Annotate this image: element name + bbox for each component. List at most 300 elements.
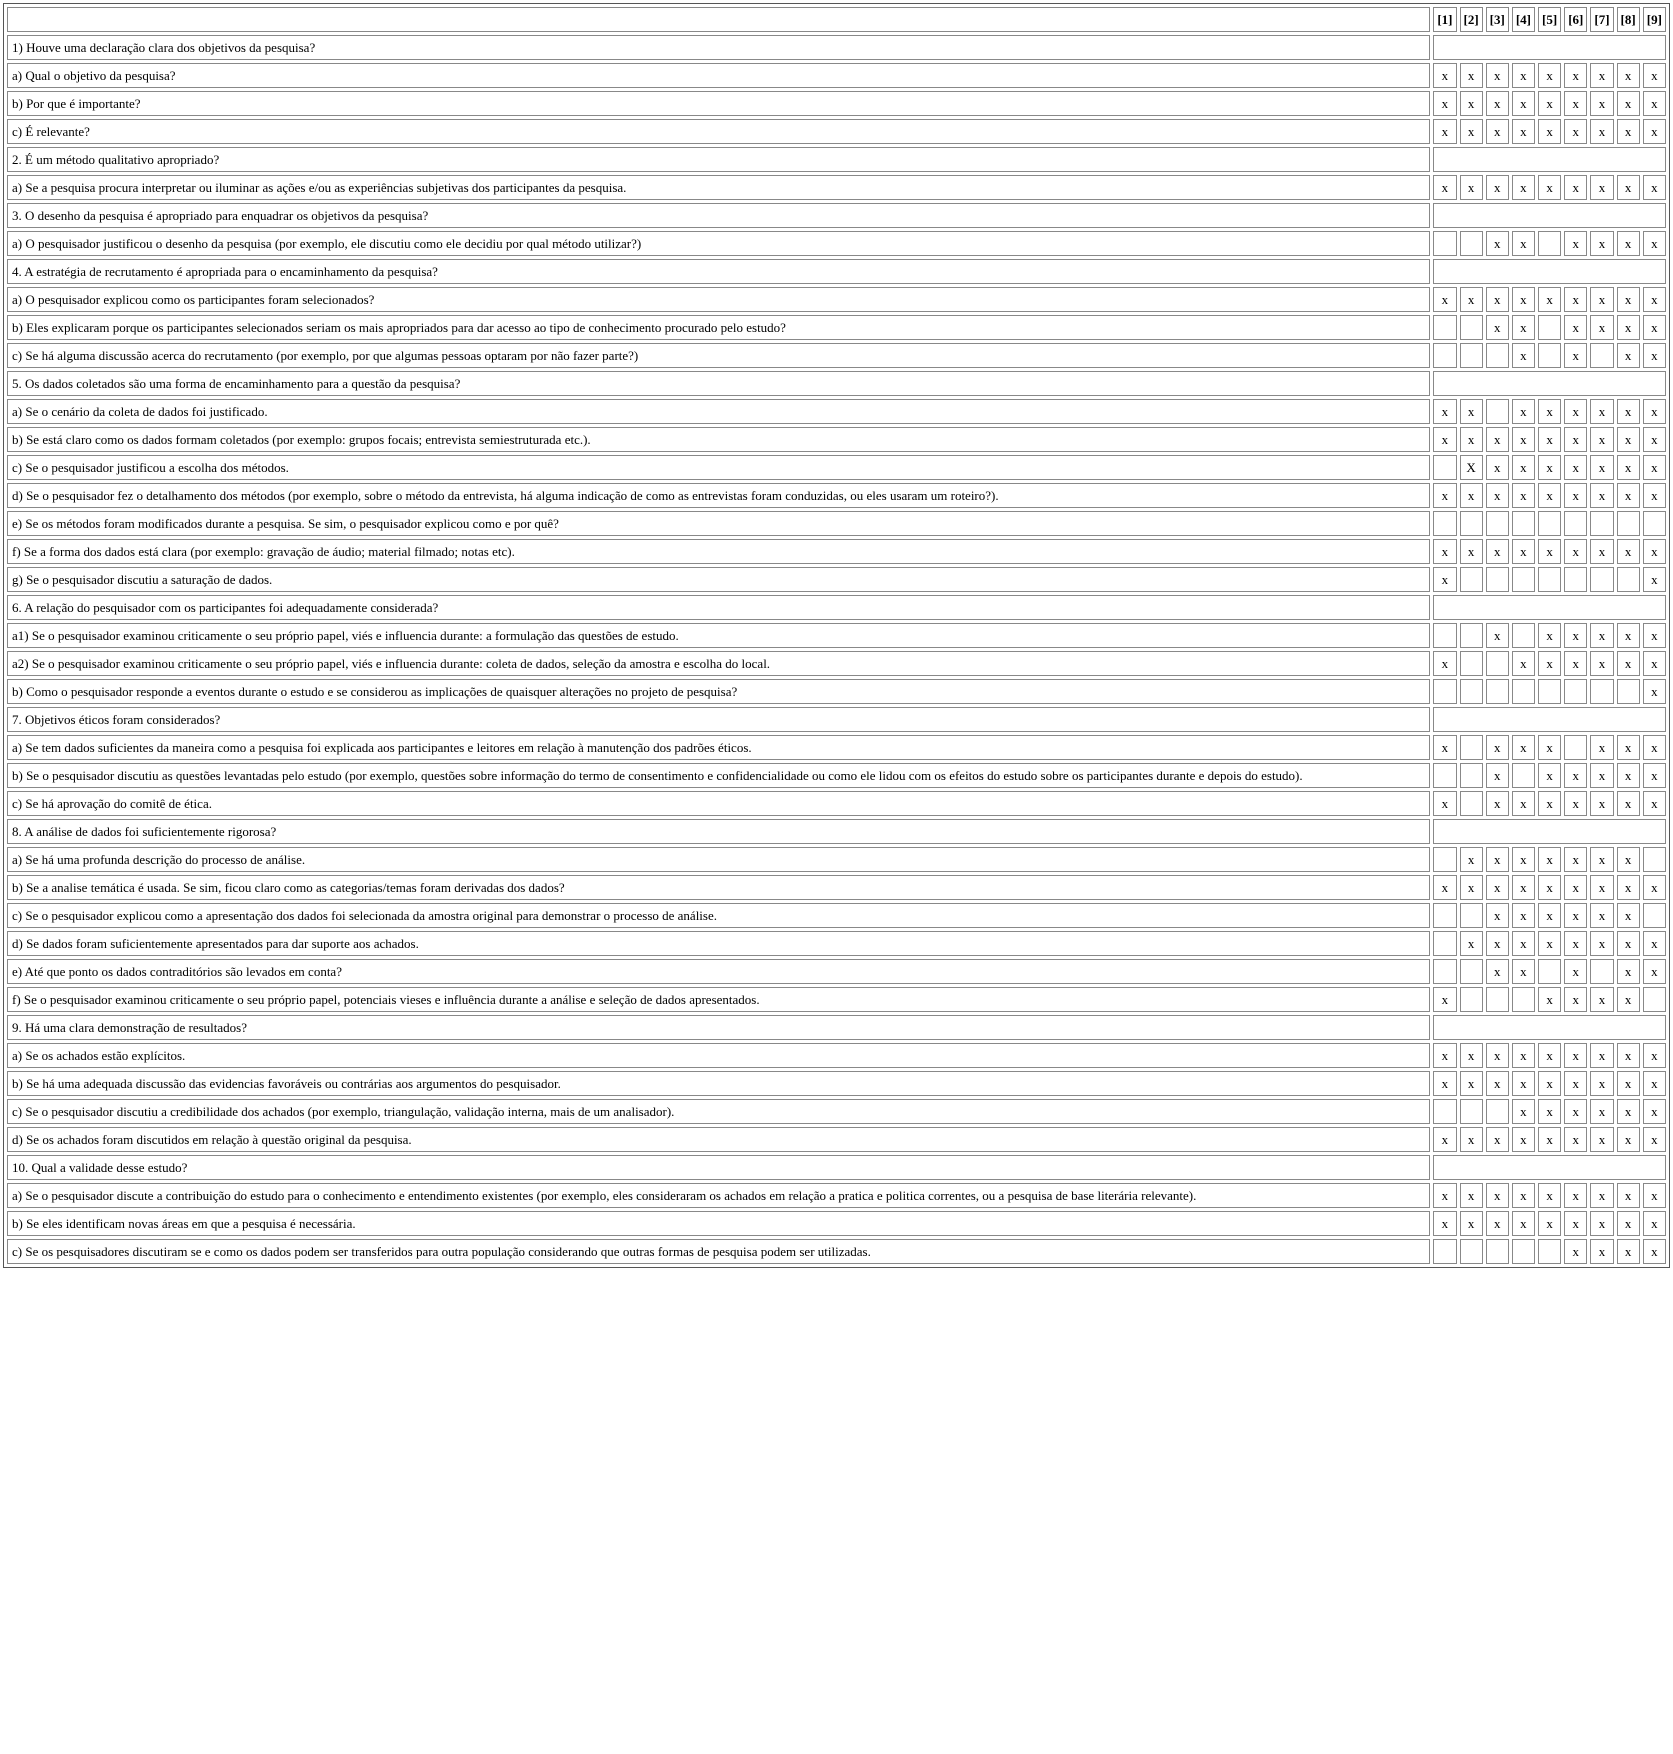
- mark-cell: x: [1460, 91, 1483, 116]
- header-study-9: [9]: [1643, 7, 1666, 32]
- table-row: [7, 455, 1666, 480]
- table-row: [7, 315, 1666, 340]
- mark-cell: x: [1486, 959, 1509, 984]
- mark-cell: x: [1538, 483, 1561, 508]
- mark-cell: x: [1564, 231, 1587, 256]
- mark-cell: x: [1564, 63, 1587, 88]
- mark-cell: x: [1590, 735, 1613, 760]
- mark-cell: x: [1590, 1043, 1613, 1068]
- mark-cell: x: [1564, 483, 1587, 508]
- mark-cell: x: [1433, 1071, 1456, 1096]
- criterion-text: a) Se o pesquisador discute a contribuição do estudo para o conhecimento e entendimento existentes (por exemplo, eles consideraram os achados em relação a pratica e politica correntes, ou a pesquisa de base literária relevante).: [7, 1183, 1430, 1208]
- mark-cell: x: [1486, 903, 1509, 928]
- mark-cell: x: [1538, 903, 1561, 928]
- mark-cell: x: [1538, 1071, 1561, 1096]
- section-row: [7, 819, 1666, 844]
- mark-cell: [1460, 651, 1483, 676]
- criterion-text: b) Eles explicaram porque os participantes selecionados seriam os mais apropriados para dar acesso ao tipo de conhecimento procurado pelo estudo?: [7, 315, 1430, 340]
- mark-cell: x: [1643, 231, 1666, 256]
- mark-cell: x: [1512, 427, 1535, 452]
- mark-cell: x: [1617, 1239, 1640, 1264]
- mark-cell: x: [1486, 791, 1509, 816]
- mark-cell: [1460, 679, 1483, 704]
- mark-cell: x: [1460, 1211, 1483, 1236]
- mark-cell: x: [1486, 1211, 1509, 1236]
- mark-cell: x: [1617, 343, 1640, 368]
- mark-cell: x: [1486, 1127, 1509, 1152]
- criterion-text: a) O pesquisador justificou o desenho da pesquisa (por exemplo, ele discutiu como ele decidiu por qual método utilizar?): [7, 231, 1430, 256]
- table-row: [7, 1211, 1666, 1236]
- mark-cell: x: [1643, 399, 1666, 424]
- mark-cell: x: [1617, 175, 1640, 200]
- table-row: [7, 399, 1666, 424]
- mark-cell: x: [1460, 399, 1483, 424]
- mark-cell: x: [1564, 651, 1587, 676]
- mark-cell: x: [1512, 63, 1535, 88]
- mark-cell: x: [1643, 483, 1666, 508]
- mark-cell: x: [1460, 175, 1483, 200]
- header-study-1: [1]: [1433, 7, 1456, 32]
- mark-cell: [1433, 231, 1456, 256]
- table-row: [7, 567, 1666, 592]
- criterion-text: c) Se há alguma discussão acerca do recrutamento (por exemplo, por que algumas pessoas optaram por não fazer parte?): [7, 343, 1430, 368]
- mark-cell: [1460, 315, 1483, 340]
- mark-cell: x: [1643, 623, 1666, 648]
- mark-cell: x: [1433, 399, 1456, 424]
- mark-cell: [1564, 679, 1587, 704]
- mark-cell: x: [1538, 287, 1561, 312]
- section-blank-cell: [1433, 595, 1666, 620]
- mark-cell: x: [1590, 875, 1613, 900]
- mark-cell: x: [1433, 63, 1456, 88]
- mark-cell: x: [1564, 1211, 1587, 1236]
- mark-cell: x: [1460, 539, 1483, 564]
- section-row: [7, 1155, 1666, 1180]
- table-row: [7, 427, 1666, 452]
- mark-cell: x: [1590, 399, 1613, 424]
- table-row: [7, 1099, 1666, 1124]
- checklist-body: [7, 35, 1666, 1264]
- mark-cell: x: [1486, 763, 1509, 788]
- header-blank-cell: [7, 7, 1430, 32]
- mark-cell: x: [1512, 903, 1535, 928]
- criterion-text: c) Se o pesquisador discutiu a credibilidade dos achados (por exemplo, triangulação, validação interna, mais de um analisador).: [7, 1099, 1430, 1124]
- criterion-text: b) Como o pesquisador responde a eventos durante o estudo e se considerou as implicações de quaisquer alterações no projeto de pesquisa?: [7, 679, 1430, 704]
- mark-cell: x: [1512, 119, 1535, 144]
- section-question: 3. O desenho da pesquisa é apropriado para enquadrar os objetivos da pesquisa?: [7, 203, 1430, 228]
- header-study-7: [7]: [1590, 7, 1613, 32]
- section-question: 9. Há uma clara demonstração de resultados?: [7, 1015, 1430, 1040]
- criterion-text: d) Se os achados foram discutidos em relação à questão original da pesquisa.: [7, 1127, 1430, 1152]
- mark-cell: x: [1460, 875, 1483, 900]
- mark-cell: x: [1512, 455, 1535, 480]
- mark-cell: x: [1538, 427, 1561, 452]
- criterion-text: a) O pesquisador explicou como os participantes foram selecionados?: [7, 287, 1430, 312]
- mark-cell: x: [1590, 847, 1613, 872]
- mark-cell: x: [1590, 651, 1613, 676]
- mark-cell: x: [1512, 931, 1535, 956]
- mark-cell: x: [1512, 343, 1535, 368]
- mark-cell: [1486, 1099, 1509, 1124]
- mark-cell: [1460, 231, 1483, 256]
- table-row: [7, 483, 1666, 508]
- mark-cell: x: [1433, 91, 1456, 116]
- mark-cell: x: [1460, 847, 1483, 872]
- mark-cell: x: [1538, 1043, 1561, 1068]
- mark-cell: x: [1433, 427, 1456, 452]
- mark-cell: x: [1643, 651, 1666, 676]
- mark-cell: x: [1643, 875, 1666, 900]
- mark-cell: [1512, 1239, 1535, 1264]
- mark-cell: x: [1617, 1211, 1640, 1236]
- mark-cell: x: [1538, 931, 1561, 956]
- mark-cell: [1643, 903, 1666, 928]
- mark-cell: [1460, 903, 1483, 928]
- mark-cell: x: [1460, 119, 1483, 144]
- table-row: [7, 791, 1666, 816]
- mark-cell: x: [1564, 623, 1587, 648]
- mark-cell: x: [1486, 847, 1509, 872]
- criterion-text: a) Se os achados estão explícitos.: [7, 1043, 1430, 1068]
- mark-cell: x: [1590, 287, 1613, 312]
- criterion-text: a) Se a pesquisa procura interpretar ou iluminar as ações e/ou as experiências subjetivas dos participantes da pesquisa.: [7, 175, 1430, 200]
- mark-cell: [1512, 987, 1535, 1012]
- mark-cell: x: [1564, 791, 1587, 816]
- mark-cell: x: [1590, 119, 1613, 144]
- mark-cell: [1617, 511, 1640, 536]
- mark-cell: x: [1564, 1043, 1587, 1068]
- mark-cell: x: [1643, 763, 1666, 788]
- mark-cell: x: [1643, 931, 1666, 956]
- mark-cell: [1538, 679, 1561, 704]
- section-question: 10. Qual a validade desse estudo?: [7, 1155, 1430, 1180]
- table-row: [7, 119, 1666, 144]
- mark-cell: x: [1564, 427, 1587, 452]
- mark-cell: x: [1433, 483, 1456, 508]
- mark-cell: x: [1460, 1043, 1483, 1068]
- mark-cell: x: [1643, 679, 1666, 704]
- criterion-text: a) Se há uma profunda descrição do processo de análise.: [7, 847, 1430, 872]
- mark-cell: x: [1617, 231, 1640, 256]
- mark-cell: x: [1564, 875, 1587, 900]
- mark-cell: [1486, 1239, 1509, 1264]
- mark-cell: x: [1512, 1127, 1535, 1152]
- mark-cell: x: [1564, 931, 1587, 956]
- mark-cell: x: [1617, 91, 1640, 116]
- table-row: [7, 679, 1666, 704]
- mark-cell: x: [1433, 539, 1456, 564]
- mark-cell: x: [1512, 847, 1535, 872]
- mark-cell: [1433, 623, 1456, 648]
- mark-cell: x: [1617, 959, 1640, 984]
- mark-cell: [1590, 511, 1613, 536]
- section-question: 2. É um método qualitativo apropriado?: [7, 147, 1430, 172]
- mark-cell: x: [1433, 987, 1456, 1012]
- mark-cell: x: [1538, 651, 1561, 676]
- table-row: [7, 1127, 1666, 1152]
- mark-cell: x: [1564, 1099, 1587, 1124]
- section-row: [7, 707, 1666, 732]
- mark-cell: x: [1590, 427, 1613, 452]
- table-row: [7, 511, 1666, 536]
- mark-cell: x: [1643, 1099, 1666, 1124]
- section-question: 6. A relação do pesquisador com os participantes foi adequadamente considerada?: [7, 595, 1430, 620]
- mark-cell: x: [1590, 1211, 1613, 1236]
- mark-cell: x: [1617, 931, 1640, 956]
- mark-cell: [1433, 455, 1456, 480]
- header-study-3: [3]: [1486, 7, 1509, 32]
- mark-cell: [1643, 847, 1666, 872]
- mark-cell: [1486, 651, 1509, 676]
- mark-cell: x: [1538, 1211, 1561, 1236]
- mark-cell: x: [1617, 315, 1640, 340]
- mark-cell: x: [1460, 931, 1483, 956]
- criterion-text: a) Se o cenário da coleta de dados foi justificado.: [7, 399, 1430, 424]
- mark-cell: x: [1460, 1183, 1483, 1208]
- criterion-text: b) Por que é importante?: [7, 91, 1430, 116]
- mark-cell: x: [1617, 63, 1640, 88]
- section-row: [7, 147, 1666, 172]
- table-row: [7, 763, 1666, 788]
- mark-cell: x: [1460, 483, 1483, 508]
- mark-cell: x: [1590, 91, 1613, 116]
- criterion-text: a1) Se o pesquisador examinou criticamente o seu próprio papel, viés e influencia durante: a formulação das questões de estudo.: [7, 623, 1430, 648]
- mark-cell: [1433, 959, 1456, 984]
- mark-cell: x: [1564, 119, 1587, 144]
- section-row: [7, 1015, 1666, 1040]
- mark-cell: x: [1486, 735, 1509, 760]
- mark-cell: x: [1643, 63, 1666, 88]
- mark-cell: x: [1538, 875, 1561, 900]
- mark-cell: x: [1643, 791, 1666, 816]
- mark-cell: x: [1433, 567, 1456, 592]
- mark-cell: [1460, 1239, 1483, 1264]
- criterion-text: g) Se o pesquisador discutiu a saturação de dados.: [7, 567, 1430, 592]
- mark-cell: x: [1512, 231, 1535, 256]
- criterion-text: b) Se há uma adequada discussão das evidencias favoráveis ou contrárias aos argumentos do pesquisador.: [7, 1071, 1430, 1096]
- criterion-text: b) Se está claro como os dados formam coletados (por exemplo: grupos focais; entrevista semiestruturada etc.).: [7, 427, 1430, 452]
- table-row: [7, 539, 1666, 564]
- mark-cell: x: [1590, 231, 1613, 256]
- mark-cell: x: [1538, 791, 1561, 816]
- mark-cell: x: [1460, 1071, 1483, 1096]
- table-row: [7, 623, 1666, 648]
- section-blank-cell: [1433, 35, 1666, 60]
- mark-cell: x: [1486, 623, 1509, 648]
- mark-cell: x: [1486, 231, 1509, 256]
- criterion-text: a) Se tem dados suficientes da maneira como a pesquisa foi explicada aos participantes e leitores em relação à manutenção dos padrões éticos.: [7, 735, 1430, 760]
- mark-cell: x: [1617, 455, 1640, 480]
- section-row: [7, 595, 1666, 620]
- mark-cell: x: [1643, 119, 1666, 144]
- mark-cell: x: [1512, 287, 1535, 312]
- mark-cell: x: [1643, 1071, 1666, 1096]
- mark-cell: x: [1590, 175, 1613, 200]
- mark-cell: x: [1486, 1043, 1509, 1068]
- mark-cell: x: [1590, 1239, 1613, 1264]
- mark-cell: x: [1433, 1127, 1456, 1152]
- mark-cell: x: [1564, 91, 1587, 116]
- section-row: [7, 259, 1666, 284]
- mark-cell: x: [1643, 455, 1666, 480]
- criterion-text: a) Qual o objetivo da pesquisa?: [7, 63, 1430, 88]
- mark-cell: [1460, 623, 1483, 648]
- table-row: [7, 959, 1666, 984]
- mark-cell: [1460, 959, 1483, 984]
- mark-cell: [1486, 399, 1509, 424]
- mark-cell: [1460, 511, 1483, 536]
- mark-cell: x: [1643, 175, 1666, 200]
- mark-cell: x: [1590, 63, 1613, 88]
- mark-cell: x: [1617, 987, 1640, 1012]
- mark-cell: x: [1617, 287, 1640, 312]
- mark-cell: x: [1460, 63, 1483, 88]
- mark-cell: x: [1564, 343, 1587, 368]
- criterion-text: c) É relevante?: [7, 119, 1430, 144]
- mark-cell: x: [1512, 399, 1535, 424]
- mark-cell: x: [1590, 539, 1613, 564]
- criterion-text: f) Se a forma dos dados está clara (por exemplo: gravação de áudio; material filmado; notas etc).: [7, 539, 1430, 564]
- mark-cell: x: [1564, 175, 1587, 200]
- mark-cell: x: [1617, 1127, 1640, 1152]
- mark-cell: [1460, 791, 1483, 816]
- mark-cell: x: [1433, 735, 1456, 760]
- mark-cell: x: [1590, 1071, 1613, 1096]
- mark-cell: x: [1564, 287, 1587, 312]
- mark-cell: x: [1512, 791, 1535, 816]
- mark-cell: x: [1643, 315, 1666, 340]
- section-blank-cell: [1433, 1155, 1666, 1180]
- mark-cell: x: [1512, 1071, 1535, 1096]
- criterion-text: c) Se o pesquisador explicou como a apresentação dos dados foi selecionada da amostra original para demonstrar o processo de análise.: [7, 903, 1430, 928]
- header-study-2: [2]: [1460, 7, 1483, 32]
- mark-cell: x: [1486, 315, 1509, 340]
- mark-cell: [1433, 511, 1456, 536]
- mark-cell: x: [1564, 903, 1587, 928]
- mark-cell: [1486, 679, 1509, 704]
- mark-cell: x: [1433, 287, 1456, 312]
- mark-cell: x: [1486, 1183, 1509, 1208]
- mark-cell: [1512, 511, 1535, 536]
- table-row: [7, 903, 1666, 928]
- criterion-text: e) Até que ponto os dados contraditórios são levados em conta?: [7, 959, 1430, 984]
- mark-cell: x: [1538, 1127, 1561, 1152]
- mark-cell: x: [1486, 1071, 1509, 1096]
- mark-cell: x: [1617, 903, 1640, 928]
- mark-cell: x: [1617, 539, 1640, 564]
- mark-cell: x: [1590, 455, 1613, 480]
- mark-cell: x: [1538, 847, 1561, 872]
- mark-cell: x: [1433, 1183, 1456, 1208]
- mark-cell: x: [1564, 315, 1587, 340]
- section-blank-cell: [1433, 819, 1666, 844]
- criterion-text: b) Se a analise temática é usada. Se sim, ficou claro como as categorias/temas foram derivadas dos dados?: [7, 875, 1430, 900]
- mark-cell: x: [1512, 539, 1535, 564]
- table-row: [7, 1043, 1666, 1068]
- criterion-text: f) Se o pesquisador examinou criticamente o seu próprio papel, potenciais vieses e influência durante a análise e seleção de dados apresentados.: [7, 987, 1430, 1012]
- section-blank-cell: [1433, 371, 1666, 396]
- mark-cell: [1538, 511, 1561, 536]
- mark-cell: [1433, 1099, 1456, 1124]
- criterion-text: b) Se eles identificam novas áreas em que a pesquisa é necessária.: [7, 1211, 1430, 1236]
- mark-cell: [1512, 763, 1535, 788]
- mark-cell: x: [1643, 1183, 1666, 1208]
- section-blank-cell: [1433, 203, 1666, 228]
- mark-cell: x: [1643, 1211, 1666, 1236]
- mark-cell: [1486, 987, 1509, 1012]
- mark-cell: x: [1486, 483, 1509, 508]
- mark-cell: x: [1486, 875, 1509, 900]
- mark-cell: [1512, 679, 1535, 704]
- mark-cell: x: [1512, 1183, 1535, 1208]
- section-blank-cell: [1433, 259, 1666, 284]
- mark-cell: x: [1564, 847, 1587, 872]
- mark-cell: [1460, 735, 1483, 760]
- mark-cell: [1538, 231, 1561, 256]
- mark-cell: x: [1538, 623, 1561, 648]
- mark-cell: x: [1460, 1127, 1483, 1152]
- mark-cell: x: [1512, 315, 1535, 340]
- mark-cell: x: [1564, 987, 1587, 1012]
- mark-cell: x: [1512, 1043, 1535, 1068]
- section-question: 8. A análise de dados foi suficientemente rigorosa?: [7, 819, 1430, 844]
- mark-cell: [1564, 567, 1587, 592]
- section-question: 5. Os dados coletados são uma forma de encaminhamento para a questão da pesquisa?: [7, 371, 1430, 396]
- mark-cell: x: [1433, 875, 1456, 900]
- mark-cell: x: [1486, 119, 1509, 144]
- mark-cell: x: [1590, 483, 1613, 508]
- header-study-6: [6]: [1564, 7, 1587, 32]
- header-study-4: [4]: [1512, 7, 1535, 32]
- mark-cell: x: [1512, 175, 1535, 200]
- mark-cell: x: [1617, 1071, 1640, 1096]
- mark-cell: x: [1486, 427, 1509, 452]
- mark-cell: [1590, 679, 1613, 704]
- mark-cell: [1433, 763, 1456, 788]
- mark-cell: x: [1433, 791, 1456, 816]
- mark-cell: [1486, 511, 1509, 536]
- table-row: [7, 343, 1666, 368]
- mark-cell: x: [1617, 875, 1640, 900]
- mark-cell: x: [1486, 539, 1509, 564]
- section-question: 7. Objetivos éticos foram considerados?: [7, 707, 1430, 732]
- mark-cell: x: [1617, 1043, 1640, 1068]
- mark-cell: [1460, 1099, 1483, 1124]
- mark-cell: X: [1460, 455, 1483, 480]
- mark-cell: x: [1590, 791, 1613, 816]
- mark-cell: x: [1433, 1043, 1456, 1068]
- criterion-text: e) Se os métodos foram modificados durante a pesquisa. Se sim, o pesquisador explicou como e por quê?: [7, 511, 1430, 536]
- mark-cell: x: [1590, 623, 1613, 648]
- table-row: [7, 287, 1666, 312]
- mark-cell: x: [1512, 483, 1535, 508]
- mark-cell: [1433, 343, 1456, 368]
- mark-cell: [1538, 959, 1561, 984]
- section-blank-cell: [1433, 147, 1666, 172]
- mark-cell: x: [1486, 931, 1509, 956]
- mark-cell: x: [1617, 735, 1640, 760]
- table-row: [7, 1183, 1666, 1208]
- mark-cell: x: [1643, 287, 1666, 312]
- mark-cell: x: [1486, 175, 1509, 200]
- mark-cell: x: [1433, 119, 1456, 144]
- table-row: [7, 987, 1666, 1012]
- mark-cell: x: [1643, 959, 1666, 984]
- mark-cell: x: [1564, 539, 1587, 564]
- mark-cell: x: [1643, 427, 1666, 452]
- mark-cell: x: [1512, 651, 1535, 676]
- mark-cell: [1512, 623, 1535, 648]
